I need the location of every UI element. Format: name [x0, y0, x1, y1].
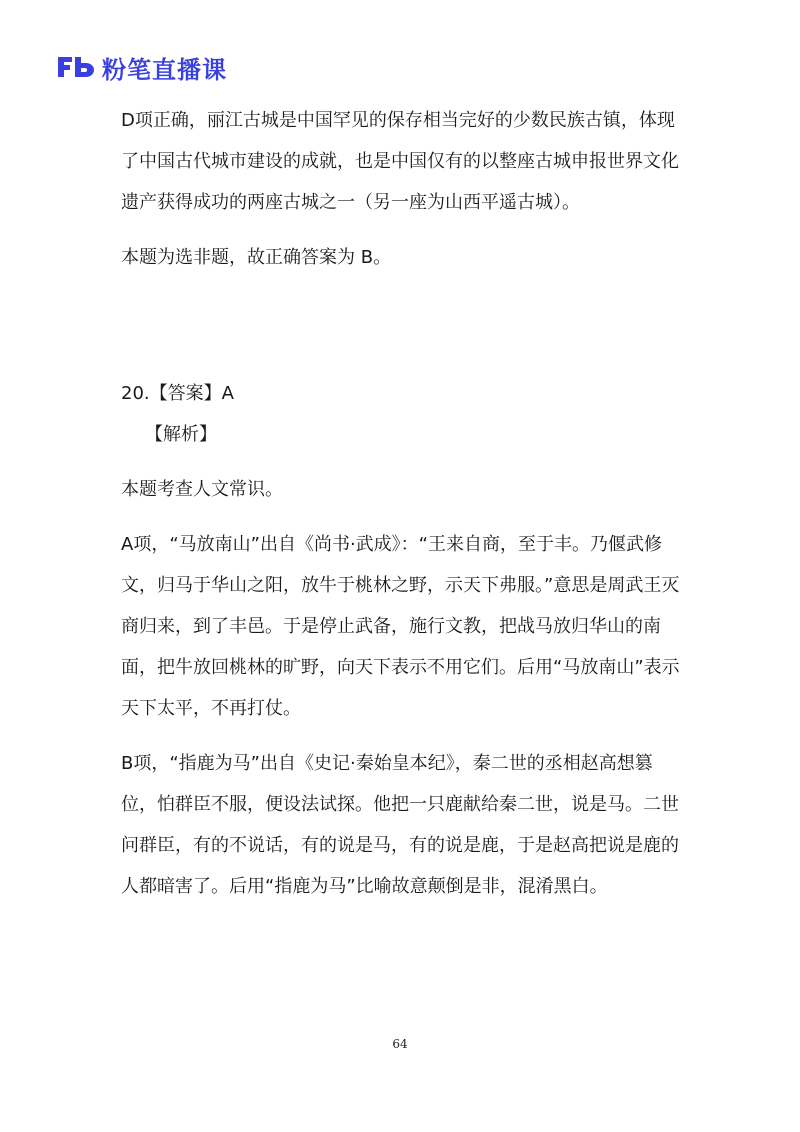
q19-conclusion: 本题为选非题，故正确答案为 B。	[121, 247, 392, 268]
option-b-explanation: B项，“指鹿为马”出自《史记·秦始皇本纪》，秦二世的丞相赵高想篡位，怕群臣不服，便设法试探。他把一只鹿献给秦二世，说是马。二世问群臣，有的不说话，有的说是马，有的说是鹿，于是赵高把说是鹿的人都暗害了。后用“指鹿为马”比喻故意颠倒是非，混淆黑白。	[121, 753, 679, 897]
brand-logo	[56, 50, 227, 84]
q20-topic: 本题考查人文常识。	[121, 479, 283, 500]
fb-logo-icon	[56, 55, 96, 79]
q20-analysis-label: 【解析】	[145, 424, 217, 445]
brand-name: 粉笔直播课	[102, 55, 227, 84]
option-d-explanation: D项正确，丽江古城是中国罕见的保存相当完好的少数民族古镇，体现了中国古代城市建设的成就，也是中国仅有的以整座古城申报世界文化遗产获得成功的两座古城之一（另一座为山西平遥古城）。	[121, 110, 679, 213]
q20-answer: 20.【答案】A	[121, 383, 234, 404]
option-a-explanation: A项，“马放南山”出自《尚书·武成》：“王来自商，至于丰。乃偃武修文，归马于华山之阳，放牛于桃林之野，示天下弗服。”意思是周武王灭商归来，到了丰邑。于是停止武备，施行文教，把战马放归华山的南面，把牛放回桃林的旷野，向天下表示不用它们。后用“马放南山”表示天下太平，不再打仗。	[121, 534, 680, 719]
document-body	[121, 100, 681, 907]
page-number: 64	[392, 1037, 408, 1051]
